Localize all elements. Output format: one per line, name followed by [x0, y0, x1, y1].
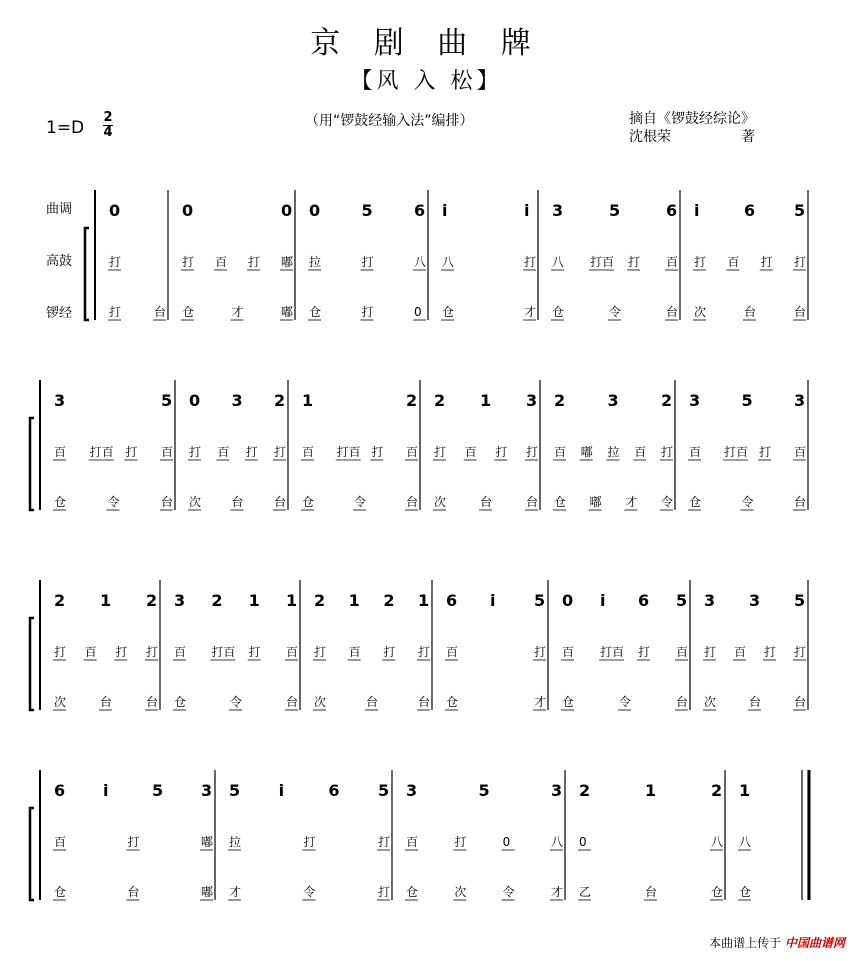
gong-note: 仓 — [309, 305, 322, 319]
gong-note: 次 — [189, 495, 202, 509]
melody-note: i — [490, 591, 496, 610]
drum-note: 百 — [554, 445, 567, 459]
melody-note: 1 — [739, 781, 751, 800]
drum-note: 打 — [378, 835, 391, 849]
drum-note: 打 — [245, 445, 258, 459]
drum-note: 打 — [274, 445, 287, 459]
drum-note: 打百 — [590, 255, 615, 269]
melody-note: 3 — [174, 591, 186, 610]
gong-note: 才 — [231, 305, 244, 319]
gong-note: 仓 — [302, 495, 315, 509]
melody-note: 1 — [348, 591, 360, 610]
drum-note: 打 — [526, 445, 539, 459]
gong-note: 才 — [551, 885, 564, 899]
gong-note: 打 — [378, 885, 391, 899]
drum-note: 打 — [638, 645, 651, 659]
drum-note: 八 — [414, 255, 427, 269]
gong-note: 台 — [794, 695, 807, 709]
gong-note: 仓 — [182, 305, 195, 319]
drum-note: 打 — [759, 445, 772, 459]
drum-note: 嘟 — [580, 445, 593, 459]
melody-note: 6 — [328, 781, 340, 800]
gong-note: 台 — [231, 495, 244, 509]
gong-note: 令 — [303, 885, 316, 899]
gong-note: 令 — [619, 695, 632, 709]
gong-note: 仓 — [174, 695, 187, 709]
melody-note: 2 — [434, 391, 446, 410]
drum-note: 八 — [552, 255, 565, 269]
drum-note: 打 — [794, 255, 807, 269]
drum-note: 拉 — [607, 445, 620, 459]
gong-note: 令 — [609, 305, 622, 319]
gong-note: 仓 — [554, 495, 567, 509]
melody-note: 3 — [704, 591, 716, 610]
drum-note: 打百 — [211, 645, 236, 659]
melody-note: 1 — [100, 591, 112, 610]
drum-note: 百 — [348, 645, 361, 659]
drum-note: 打 — [454, 835, 467, 849]
gong-note: 令 — [230, 695, 243, 709]
gong-note: 台 — [100, 695, 113, 709]
system-bracket — [30, 618, 34, 710]
melody-note: i — [278, 781, 285, 800]
source-credit: 摘自《锣鼓经综论》 — [629, 111, 755, 127]
melody-note: 2 — [579, 781, 591, 800]
gong-note: 仓 — [739, 885, 752, 899]
melody-note: 1 — [645, 781, 657, 800]
gong-note: 台 — [645, 885, 658, 899]
drum-note: 打 — [495, 445, 508, 459]
gong-note: 台 — [286, 695, 299, 709]
melody-note: 6 — [638, 591, 650, 610]
melody-note: 3 — [201, 781, 213, 800]
drum-note: 百 — [634, 445, 647, 459]
system-bracket — [85, 228, 89, 320]
gong-note: 才 — [625, 495, 638, 509]
gong-note: 乙 — [579, 885, 592, 899]
melody-note: 3 — [406, 781, 418, 800]
drum-note: 打 — [628, 255, 641, 269]
gong-note: 仓 — [406, 885, 419, 899]
melody-note: 0 — [182, 201, 194, 220]
melody-note: 2 — [554, 391, 566, 410]
drum-note: 嘟 — [201, 835, 214, 849]
drum-note: 打 — [189, 445, 202, 459]
drum-note: 打 — [764, 645, 777, 659]
drum-note: 八 — [739, 835, 752, 849]
drum-note: 0 — [579, 835, 587, 849]
melody-note: 6 — [446, 591, 458, 610]
drum-note: 打 — [534, 645, 547, 659]
drum-note: 打 — [109, 255, 122, 269]
drum-note: 八 — [442, 255, 455, 269]
drum-note: 嘟 — [281, 255, 294, 269]
drum-note: 打百 — [336, 445, 361, 459]
gong-note: 台 — [127, 885, 140, 899]
drum-note: 百 — [54, 445, 67, 459]
melody-note: 5 — [794, 201, 806, 220]
gong-note: 仓 — [446, 695, 459, 709]
melody-note: 1 — [480, 391, 492, 410]
melody-note: 5 — [229, 781, 241, 800]
melody-note: 2 — [406, 391, 418, 410]
melody-note: 3 — [749, 591, 761, 610]
drum-note: 打 — [146, 645, 159, 659]
arrangement-note: （用“锣鼓经输入法”编排） — [305, 113, 474, 129]
melody-note: 0 — [281, 201, 293, 220]
footer-credit — [709, 934, 845, 951]
melody-note: 2 — [383, 591, 395, 610]
drum-note: 百 — [217, 445, 230, 459]
melody-note: 3 — [526, 391, 538, 410]
gong-note: 令 — [661, 495, 674, 509]
gong-note: 仓 — [442, 305, 455, 319]
drum-note: 打 — [125, 445, 138, 459]
drum-note: 百 — [666, 255, 679, 269]
footer-text: 本曲谱上传于 — [709, 936, 782, 950]
gong-note: 台 — [161, 495, 174, 509]
gong-note: 打 — [109, 305, 122, 319]
melody-note: 2 — [274, 391, 286, 410]
drum-note: 打百 — [724, 445, 749, 459]
drum-note: 打 — [418, 645, 431, 659]
drum-note: 拉 — [309, 255, 322, 269]
melody-note: 1 — [248, 591, 260, 610]
melody-note: 2 — [211, 591, 223, 610]
drum-note: 百 — [446, 645, 459, 659]
gong-note: 台 — [666, 305, 679, 319]
drum-note: 百 — [286, 645, 299, 659]
gong-note: 嘟 — [281, 305, 294, 319]
gong-note: 台 — [749, 695, 762, 709]
gong-note: 仓 — [689, 495, 702, 509]
drum-note: 百 — [174, 645, 187, 659]
gong-note: 台 — [366, 695, 379, 709]
gong-note: 令 — [741, 495, 754, 509]
footer-site: 中国曲谱网 — [784, 936, 845, 950]
melody-note: i — [524, 201, 530, 220]
drum-note: 百 — [406, 445, 419, 459]
gong-note: 令 — [107, 495, 120, 509]
drum-note: 打 — [383, 645, 396, 659]
gong-note: 台 — [480, 495, 493, 509]
drum-note: 拉 — [229, 835, 242, 849]
drum-note: 打 — [760, 255, 773, 269]
melody-note: 3 — [689, 391, 701, 410]
melody-note: 2 — [54, 591, 66, 610]
gong-note: 才 — [229, 885, 242, 899]
melody-note: 1 — [286, 591, 298, 610]
drum-note: 百 — [464, 445, 477, 459]
gong-note: 次 — [314, 695, 327, 709]
gong-note: 次 — [694, 305, 707, 319]
drum-note: 百 — [215, 255, 228, 269]
drum-note: 打 — [115, 645, 128, 659]
melody-note: 2 — [711, 781, 723, 800]
gong-note: 才 — [534, 695, 547, 709]
gong-note: 次 — [54, 695, 67, 709]
drum-note: 打 — [704, 645, 717, 659]
melody-note: 5 — [361, 201, 373, 220]
melody-note: 0 — [189, 391, 201, 410]
time-signature-top: 2 — [103, 110, 113, 125]
melody-note: 2 — [146, 591, 158, 610]
melody-note: 5 — [794, 591, 806, 610]
drum-note: 百 — [689, 445, 702, 459]
melody-note: 0 — [309, 201, 321, 220]
drum-note: 百 — [676, 645, 689, 659]
gong-note: 打 — [361, 305, 374, 319]
melody-note: 5 — [152, 781, 164, 800]
melody-note: i — [103, 781, 109, 800]
gong-note: 台 — [406, 495, 419, 509]
drum-note: 百 — [302, 445, 315, 459]
drum-note: 0 — [502, 835, 511, 849]
drum-note: 八 — [551, 835, 564, 849]
melody-note: 5 — [609, 201, 621, 220]
key-signature: 1=D — [46, 118, 85, 138]
gong-note: 台 — [274, 495, 287, 509]
part-label-melody: 曲调 — [46, 202, 73, 217]
drum-note: 八 — [711, 835, 724, 849]
page-title: 京 剧 曲 牌 — [310, 26, 543, 61]
gong-note: 次 — [704, 695, 717, 709]
gong-note: 次 — [434, 495, 447, 509]
drum-note: 打百 — [89, 445, 114, 459]
melody-note: 1 — [302, 391, 314, 410]
melody-note: 1 — [418, 591, 430, 610]
melody-note: i — [600, 591, 606, 610]
melody-note: 6 — [666, 201, 678, 220]
drum-note: 打 — [694, 255, 707, 269]
drum-note: 百 — [161, 445, 174, 459]
melody-note: 0 — [562, 591, 574, 610]
gong-note: 令 — [502, 885, 515, 899]
drum-note: 百 — [406, 835, 419, 849]
melody-note: 5 — [161, 391, 173, 410]
drum-note: 打 — [248, 255, 261, 269]
drum-note: 打 — [794, 645, 807, 659]
drum-note: 打 — [127, 835, 140, 849]
gong-note: 0 — [414, 305, 422, 319]
gong-note: 台 — [154, 305, 167, 319]
drum-note: 百 — [84, 645, 97, 659]
melody-note: 3 — [231, 391, 243, 410]
gong-note: 仓 — [562, 695, 575, 709]
melody-note: 2 — [661, 391, 673, 410]
melody-note: i — [694, 201, 700, 220]
gong-note: 台 — [146, 695, 159, 709]
drum-note: 打 — [661, 445, 674, 459]
gong-note: 台 — [744, 305, 757, 319]
drum-note: 打 — [434, 445, 447, 459]
melody-note: 5 — [378, 781, 390, 800]
gong-note: 仓 — [552, 305, 565, 319]
melody-note: 5 — [741, 391, 753, 410]
melody-note: 5 — [478, 781, 490, 800]
melody-note: 5 — [676, 591, 688, 610]
drum-note: 百 — [54, 835, 67, 849]
melody-note: 5 — [534, 591, 546, 610]
gong-note: 次 — [454, 885, 467, 899]
author-credit: 沈根荣 著 — [629, 129, 755, 145]
melody-note: 3 — [794, 391, 806, 410]
gong-note: 仓 — [54, 495, 67, 509]
melody-note: i — [442, 201, 448, 220]
melody-note: 3 — [607, 391, 619, 410]
melody-note: 3 — [54, 391, 66, 410]
melody-note: 6 — [54, 781, 66, 800]
gong-note: 台 — [418, 695, 431, 709]
drum-note: 打百 — [600, 645, 625, 659]
system-bracket — [30, 808, 34, 900]
drum-note: 百 — [734, 645, 747, 659]
drum-note: 打 — [248, 645, 261, 659]
melody-note: 2 — [314, 591, 326, 610]
melody-note: 6 — [744, 201, 756, 220]
melody-note: 6 — [414, 201, 426, 220]
gong-note: 才 — [524, 305, 537, 319]
melody-note: 0 — [109, 201, 121, 220]
part-label-drum: 高鼓 — [46, 254, 73, 269]
time-signature-bottom: 4 — [103, 125, 113, 140]
drum-note: 打 — [524, 255, 537, 269]
gong-note: 台 — [526, 495, 539, 509]
gong-note: 仓 — [711, 885, 724, 899]
drum-note: 打 — [303, 835, 316, 849]
melody-note: 3 — [551, 781, 563, 800]
drum-note: 百 — [794, 445, 807, 459]
part-label-gong: 锣经 — [46, 306, 73, 321]
gong-note: 仓 — [54, 885, 67, 899]
gong-note: 令 — [354, 495, 367, 509]
drum-note: 打 — [361, 255, 374, 269]
gong-note: 台 — [794, 495, 807, 509]
piece-subtitle: 【风 入 松】 — [350, 69, 503, 94]
drum-note: 打 — [314, 645, 327, 659]
drum-note: 打 — [54, 645, 67, 659]
drum-note: 打 — [182, 255, 195, 269]
drum-note: 打 — [371, 445, 384, 459]
gong-note: 嘟 — [589, 495, 602, 509]
gong-note: 台 — [676, 695, 689, 709]
system-bracket — [30, 418, 34, 510]
drum-note: 百 — [562, 645, 575, 659]
melody-note: 3 — [552, 201, 564, 220]
gong-note: 嘟 — [201, 885, 214, 899]
gong-note: 台 — [794, 305, 807, 319]
drum-note: 百 — [727, 255, 740, 269]
